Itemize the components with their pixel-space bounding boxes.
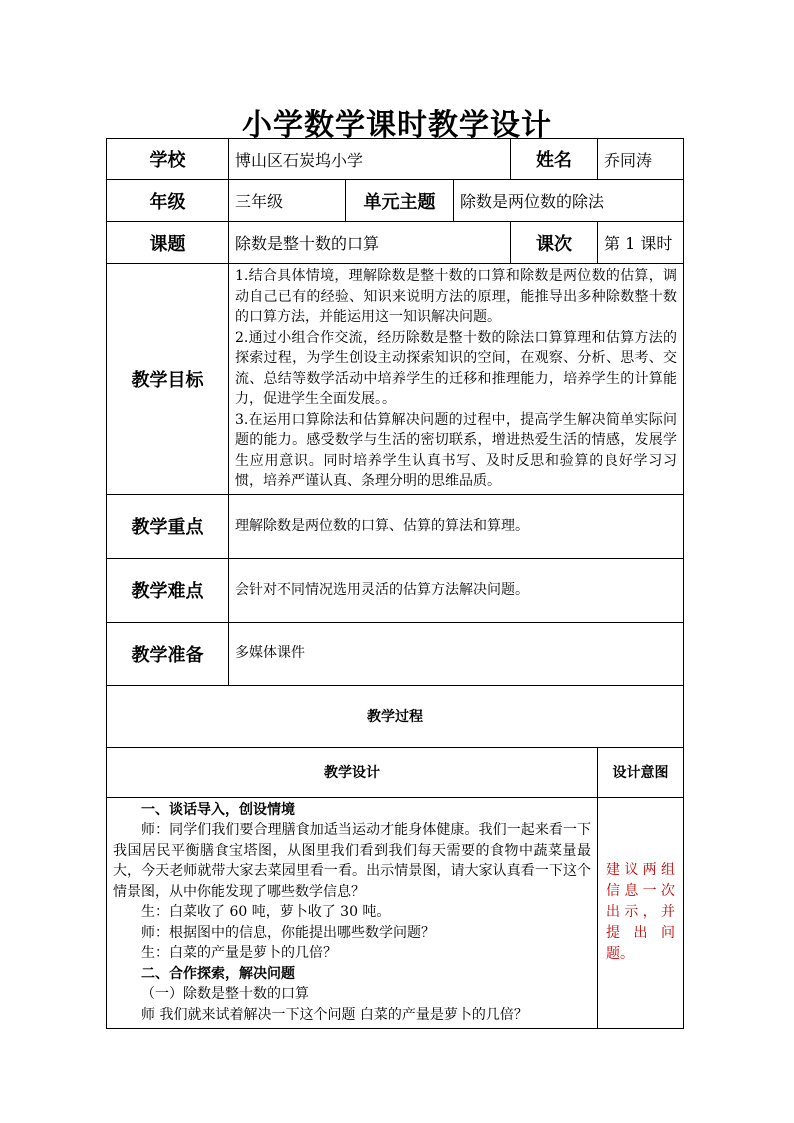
process-title: 教学过程 <box>107 685 684 747</box>
difficulty-row <box>107 558 684 622</box>
design-content <box>107 797 598 1028</box>
goal-item: 2.通过小组合作交流，经历除数是整十数的除法口算算理和估算方法的探索过程，为学生创设主动探索知识的空间，在观察、分析、思考、交流、总结等数学活动中培养学生的迁移和推理能力，培养学生的计算能力，促进学生全面发展。。 <box>235 329 678 407</box>
goal-item: 3.在运用口算除法和估算解决问题的过程中，提高学生解决简单实际问题的能力。感受数学与生活的密切联系，增进热爱生活的情感，发展学生应用意识。同时培养学生认真书写、及时反思和验算的良好学习习惯，培养严谨认真、条理分明的思维品质。 <box>235 411 678 489</box>
process-header-row <box>107 747 684 797</box>
preparation-row <box>107 622 684 685</box>
lesson-label: 课次 <box>511 222 598 264</box>
grade-value: 三年级 <box>229 180 346 222</box>
dialogue-line: 生：白菜的产量是萝卜的几倍？ <box>141 945 337 961</box>
unit-value: 除数是两位数的除法 <box>454 180 684 222</box>
difficulty-value: 会针对不同情况选用灵活的估算方法解决问题。 <box>229 558 684 622</box>
grade-row <box>107 180 684 222</box>
goals-label: 教学目标 <box>107 264 229 495</box>
lesson-plan-table <box>106 138 684 1029</box>
topic-label: 课题 <box>107 222 229 264</box>
page-title: 小学数学课时教学设计 <box>242 108 552 143</box>
name-label: 姓名 <box>511 139 598 180</box>
dialogue-line: 师 我们就来试着解决一下这个问题 白菜的产量是萝卜的几倍？ <box>141 1006 528 1023</box>
process-title-row <box>107 685 684 747</box>
intent-header: 设计意图 <box>598 747 684 797</box>
section-heading: 二、合作探索，解决问题 <box>141 965 295 982</box>
school-value: 博山区石炭坞小学 <box>229 139 511 180</box>
subsection-heading: （一）除数是整十数的口算 <box>141 986 309 1002</box>
unit-label: 单元主题 <box>346 180 454 222</box>
school-label: 学校 <box>107 139 229 180</box>
name-value: 乔同涛 <box>598 139 684 180</box>
goals-content <box>229 264 684 495</box>
grade-label: 年级 <box>107 180 229 222</box>
topic-row <box>107 222 684 264</box>
key-point-row <box>107 494 684 558</box>
process-content-row <box>107 797 684 1028</box>
dialogue-line: 师：同学们我们要合理膳食加适当运动才能身体健康。我们一起来看一下我国居民平衡膳食宝塔图，从图里我们看到我们每天需要的食物中蔬菜量最大，今天老师就带大家去菜园里看一看。出示情景图，请大家认真看一下这个情景图，从中你能发现了哪些数学信息？ <box>113 822 592 900</box>
lesson-value: 第 1 课时 <box>598 222 684 264</box>
school-row <box>107 139 684 180</box>
goal-item: 1.结合具体情境，理解除数是整十数的口算和除数是两位数的估算，调动自己已有的经验、知识来说明方法的原理，能推导出多种除数整十数的口算方法，并能运用这一知识解决问题。 <box>235 268 678 325</box>
preparation-label: 教学准备 <box>107 622 229 685</box>
dialogue-line: 师：根据图中的信息，你能提出哪些数学问题？ <box>141 924 435 941</box>
goals-row <box>107 264 684 495</box>
key-point-label: 教学重点 <box>107 494 229 558</box>
dialogue-line: 生：白菜收了 60 吨，萝卜收了 30 吨。 <box>141 904 391 920</box>
intent-content: 建议两组信息一次出示，并提出问题。 <box>598 797 684 1028</box>
topic-value: 除数是整十数的口算 <box>229 222 511 264</box>
key-point-value: 理解除数是两位数的口算、估算的算法和算理。 <box>229 494 684 558</box>
design-header: 教学设计 <box>107 747 598 797</box>
preparation-value: 多媒体课件 <box>229 622 684 685</box>
section-heading: 一、谈话导入，创设情境 <box>141 801 295 818</box>
difficulty-label: 教学难点 <box>107 558 229 622</box>
